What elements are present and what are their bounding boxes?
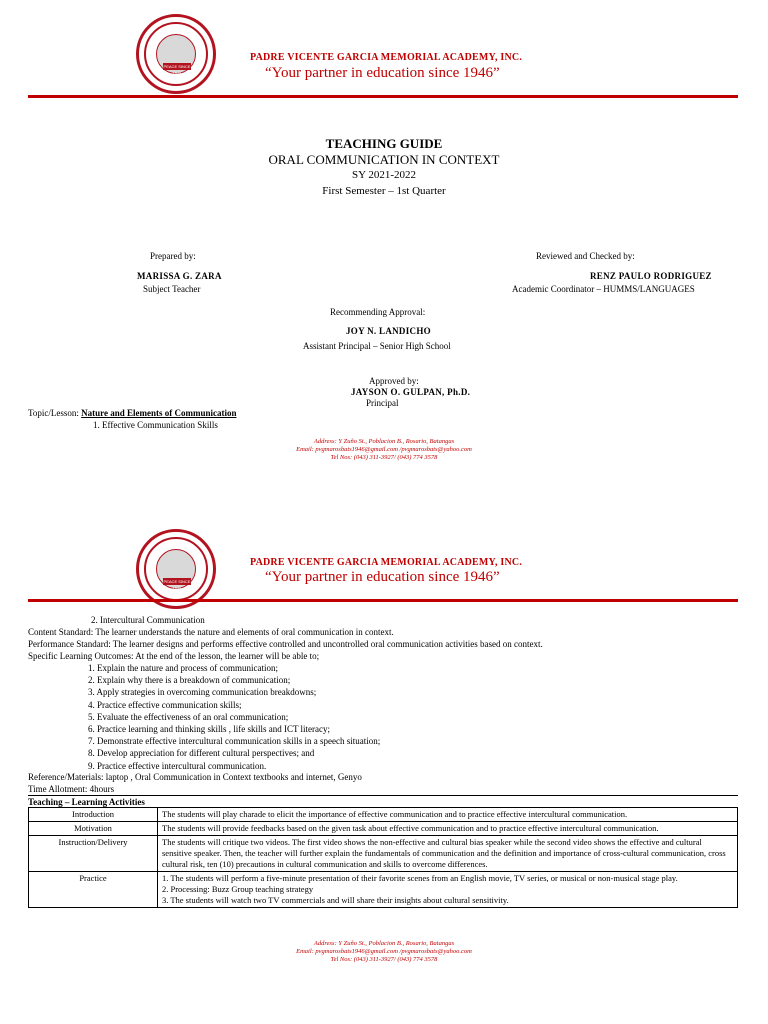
prepared-by-role: Subject Teacher	[143, 284, 201, 294]
header-divider	[28, 95, 738, 98]
outcome-item: 6. Practice learning and thinking skills , life skills and ICT literacy;	[88, 724, 331, 735]
topic-lesson	[28, 408, 236, 418]
outcome-item: 1. Explain the nature and process of communication;	[88, 663, 278, 673]
activity-cell: The students will play charade to elicit the importance of effective communication and to practice effective intercultural communication.	[158, 808, 738, 822]
school-tagline: “Your partner in education since 1946”	[265, 65, 500, 81]
approved-by-name: JAYSON O. GULPAN, Ph.D.	[351, 387, 471, 397]
activities-heading: Teaching – Learning Activities	[28, 797, 145, 807]
approved-by-label: Approved by:	[369, 376, 419, 386]
approved-by-role: Principal	[366, 398, 399, 408]
learning-outcomes-list	[88, 662, 380, 772]
term: First Semester – 1st Quarter	[322, 185, 446, 197]
reviewed-by-role: Academic Coordinator – HUMMS/LANGUAGES	[512, 284, 695, 294]
activity-cell: The students will critique two videos. The first video shows the non-effective and cultural bias speaker while the second video shows the effective and cultural sensitive speaker. Then, the teacher will further explain the fundamentals of communication and the definition and importance of cross-cultural communication, cross cultural risk, ten (10) precautions in cultural communication and skills to overcome differences.	[158, 836, 738, 872]
topic-item-2: 2. Intercultural Communication	[91, 615, 205, 625]
reviewed-by-name: RENZ PAULO RODRIGUEZ	[590, 271, 712, 281]
table-row	[29, 808, 738, 822]
time-allotment: Time Allotment: 4hours	[28, 784, 115, 794]
phase-cell: Motivation	[29, 822, 158, 836]
topic-item-1: 1. Effective Communication Skills	[93, 420, 218, 430]
recommending-role: Assistant Principal – Senior High School	[303, 341, 451, 351]
school-seal-logo: PEACE SINCE 1946	[136, 529, 216, 609]
phase-cell: Introduction	[29, 808, 158, 822]
table-row	[29, 836, 738, 872]
school-seal-logo: PEACE SINCE 1946	[136, 14, 216, 94]
school-tagline: “Your partner in education since 1946”	[265, 569, 500, 585]
subject-title: ORAL COMMUNICATION IN CONTEXT	[268, 152, 500, 167]
recommending-label: Recommending Approval:	[330, 307, 426, 317]
phase-cell: Instruction/Delivery	[29, 836, 158, 872]
recommending-name: JOY N. LANDICHO	[346, 326, 431, 336]
reference-materials: Reference/Materials: laptop , Oral Communication in Context textbooks and internet, Genyo	[28, 772, 362, 782]
performance-standard: Performance Standard: The learner designs and performs effective controlled and uncontrolled oral communication activities based on context.	[28, 639, 543, 649]
footer-address: Address: Y Zuño St., Poblacion B., Rosario, Batangas Email: pvgmarosbats1946@gmail.com /pvgmarosbats@yahoo.com Tel Nos: (043) 311-3927/ (043) 774 3578	[296, 940, 472, 963]
outcome-item: 3. Apply strategies in overcoming communication breakdowns;	[88, 687, 317, 698]
school-year: SY 2021-2022	[351, 169, 417, 181]
phase-cell: Practice	[29, 872, 158, 908]
topic-label: Topic/Lesson:	[28, 408, 79, 418]
learning-outcomes-intro: Specific Learning Outcomes: At the end of the lesson, the learner will be able to;	[28, 651, 320, 661]
prepared-by-label: Prepared by:	[150, 251, 196, 261]
outcome-item: 7. Demonstrate effective intercultural communication skills in a speech situation;	[88, 736, 381, 747]
activities-table	[28, 807, 738, 908]
header-divider	[28, 599, 738, 602]
document-title: TEACHING GUIDE	[325, 136, 443, 151]
footer-address: Address: Y Zuño St., Poblacion B., Rosario, Batangas Email: pvgmarosbats1946@gmail.com /pvgmarosbats@yahoo.com Tel Nos: (043) 311-3927/ (043) 774 3578	[296, 438, 472, 461]
table-row	[29, 872, 738, 908]
table-row	[29, 822, 738, 836]
outcome-item: 5. Evaluate the effectiveness of an oral communication;	[88, 711, 289, 722]
school-name: PADRE VICENTE GARCIA MEMORIAL ACADEMY, INC.	[250, 557, 523, 568]
reviewed-by-label: Reviewed and Checked by:	[536, 251, 635, 261]
outcome-item: 8. Develop appreciation for different cultural perspectives; and	[88, 748, 315, 759]
topic-value: Nature and Elements of Communication	[81, 408, 237, 418]
outcome-item: 4. Practice effective communication skills;	[88, 699, 242, 710]
school-name: PADRE VICENTE GARCIA MEMORIAL ACADEMY, INC.	[250, 52, 523, 63]
activity-cell: The students will provide feedbacks based on the given task about effective communication and to practice effective intercultural communication.	[158, 822, 738, 836]
activity-cell: 1. The students will perform a five-minute presentation of their favorite scenes from an English movie, TV series, or musical or non-musical stage play. 2. Processing: Buzz Group teaching strategy 3. The students will watch two TV commercials and will share their insights about cultural sensitivity.	[158, 872, 738, 908]
prepared-by-name: MARISSA G. ZARA	[137, 271, 222, 281]
content-standard: Content Standard: The learner understands the nature and elements of oral communication in context.	[28, 627, 394, 637]
outcome-item: 9. Practice effective intercultural communication.	[88, 760, 267, 771]
outcome-item: 2. Explain why there is a breakdown of communication;	[88, 675, 291, 686]
